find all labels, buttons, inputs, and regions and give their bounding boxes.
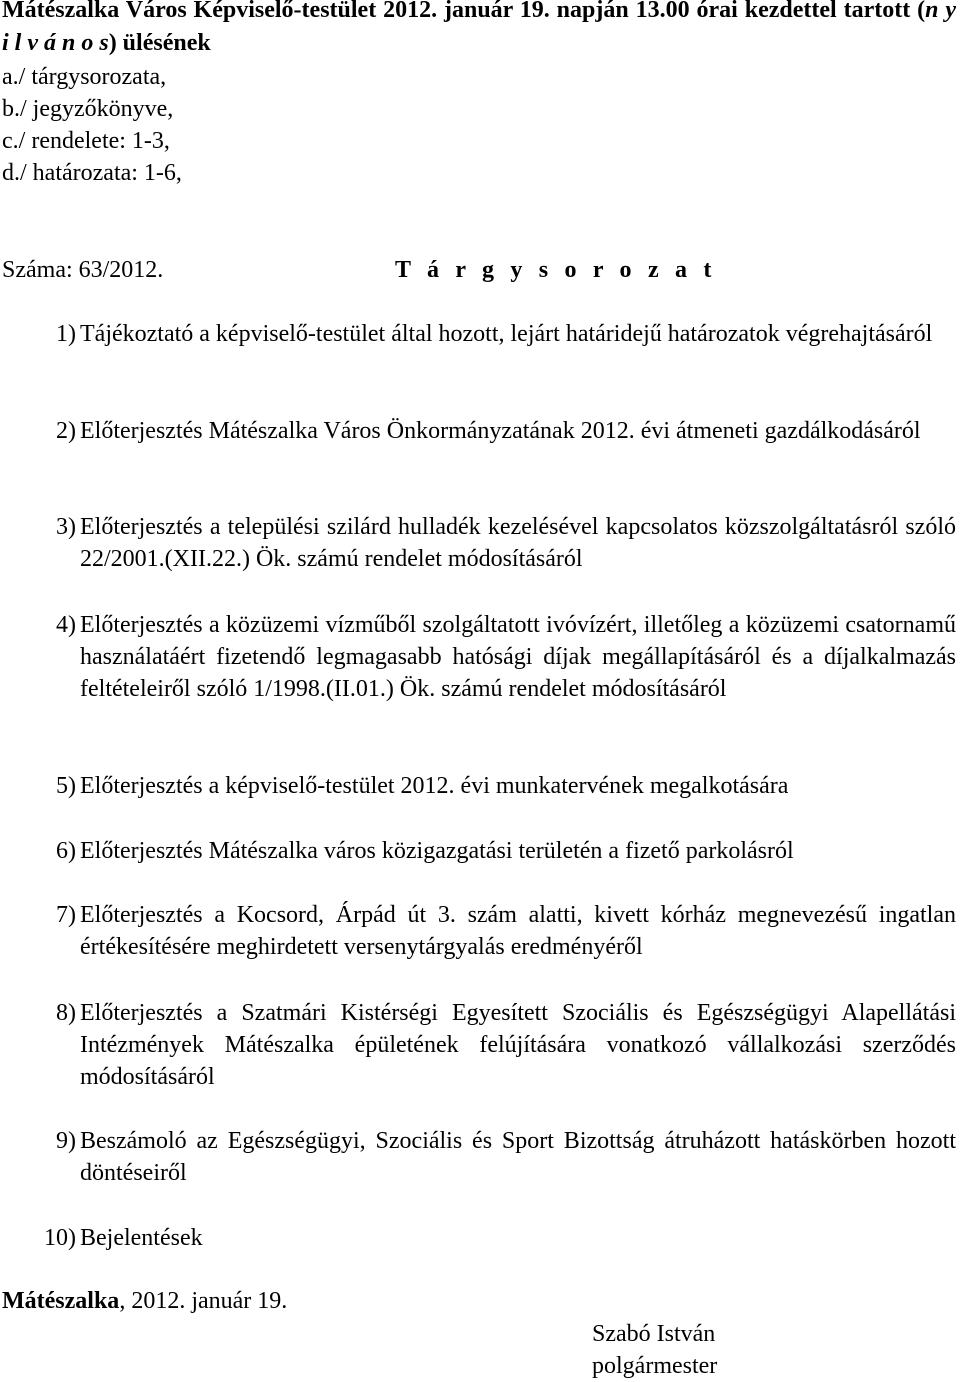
agenda-number: 7) (56, 902, 76, 928)
agenda-number: 4) (56, 612, 76, 638)
date-text: , 2012. január 19. (119, 1288, 288, 1314)
contents-item-c: c./ rendelete: 1-3, (2, 128, 170, 154)
agenda-number: 10) (44, 1225, 76, 1251)
agenda-text: Előterjesztés a Kocsord, Árpád út 3. szám alatti, kivett kórház megnevezésű ingatlan értékesítésére meghirdetett versenytárgyalás eredményéről (80, 902, 956, 960)
agenda-number: 9) (56, 1128, 76, 1154)
place-city: Mátészalka (2, 1288, 120, 1314)
contents-list (2, 61, 182, 189)
agenda-text: Előterjesztés a közüzemi vízműből szolgáltatott ivóvízért, illetőleg a közüzemi csatornamű használatáért fizetendő legmagasabb hatósági díjak megállapításáról és a díjalkalmazás feltételeiről szóló 1/1998.(II.01.) Ök. számú rendelet módosításáról (80, 612, 956, 702)
place-and-date (2, 1285, 287, 1317)
agenda-text: Előterjesztés Mátészalka Város Önkormányzatának 2012. évi átmeneti gazdálkodásáról (80, 418, 921, 444)
agenda-number: 3) (56, 514, 76, 540)
contents-item-a: a./ tárgysorozata, (2, 64, 167, 90)
agenda-text: Beszámoló az Egészségügyi, Szociális és Sport Bizottság átruházott hatáskörben hozott döntéseiről (80, 1128, 956, 1186)
agenda-number: 8) (56, 1000, 76, 1026)
contents-item-b: b./ jegyzőkönyve, (2, 96, 174, 122)
signatory-title: polgármester (592, 1353, 718, 1379)
signatory-name: Szabó István (592, 1321, 716, 1347)
document-heading (2, 0, 956, 60)
signature-block (592, 1318, 717, 1382)
document-number: Száma: 63/2012. (2, 257, 164, 283)
agenda-text: Tájékoztató a képviselő-testület által hozott, lejárt határidejű határozatok végrehajtásáról (80, 321, 933, 347)
agenda-text: Előterjesztés a települési szilárd hulladék kezelésével kapcsolatos közszolgáltatásról szóló 22/2001.(XII.22.) Ök. számú rendelet módosításáról (80, 514, 956, 572)
agenda-number: 5) (56, 773, 76, 799)
agenda-text: Bejelentések (80, 1225, 203, 1251)
agenda-number: 2) (56, 418, 76, 444)
heading-part1: Mátészalka Város Képviselő-testület 2012. január 19. napján 13.00 órai kezdettel tartott ( (2, 0, 926, 23)
heading-part2: ) ülésének (108, 30, 211, 56)
agenda-text: Előterjesztés Mátészalka város közigazgatási területén a fizető parkolásról (80, 838, 794, 864)
agenda-title: T á r g y s o r o z a t (395, 257, 717, 283)
agenda-number: 6) (56, 838, 76, 864)
agenda-number: 1) (56, 321, 76, 347)
agenda-text: Előterjesztés a képviselő-testület 2012. évi munkatervének megalkotására (80, 773, 789, 799)
agenda-text: Előterjesztés a Szatmári Kistérségi Egyesített Szociális és Egészségügyi Alapellátási Intézmények Mátészalka épületének felújítására vonatkozó vállalkozási szerződés módosításáról (80, 1000, 956, 1090)
heading-italic: n y i l v á n o s (2, 0, 957, 56)
contents-item-d: d./ határozata: 1-6, (2, 160, 182, 186)
